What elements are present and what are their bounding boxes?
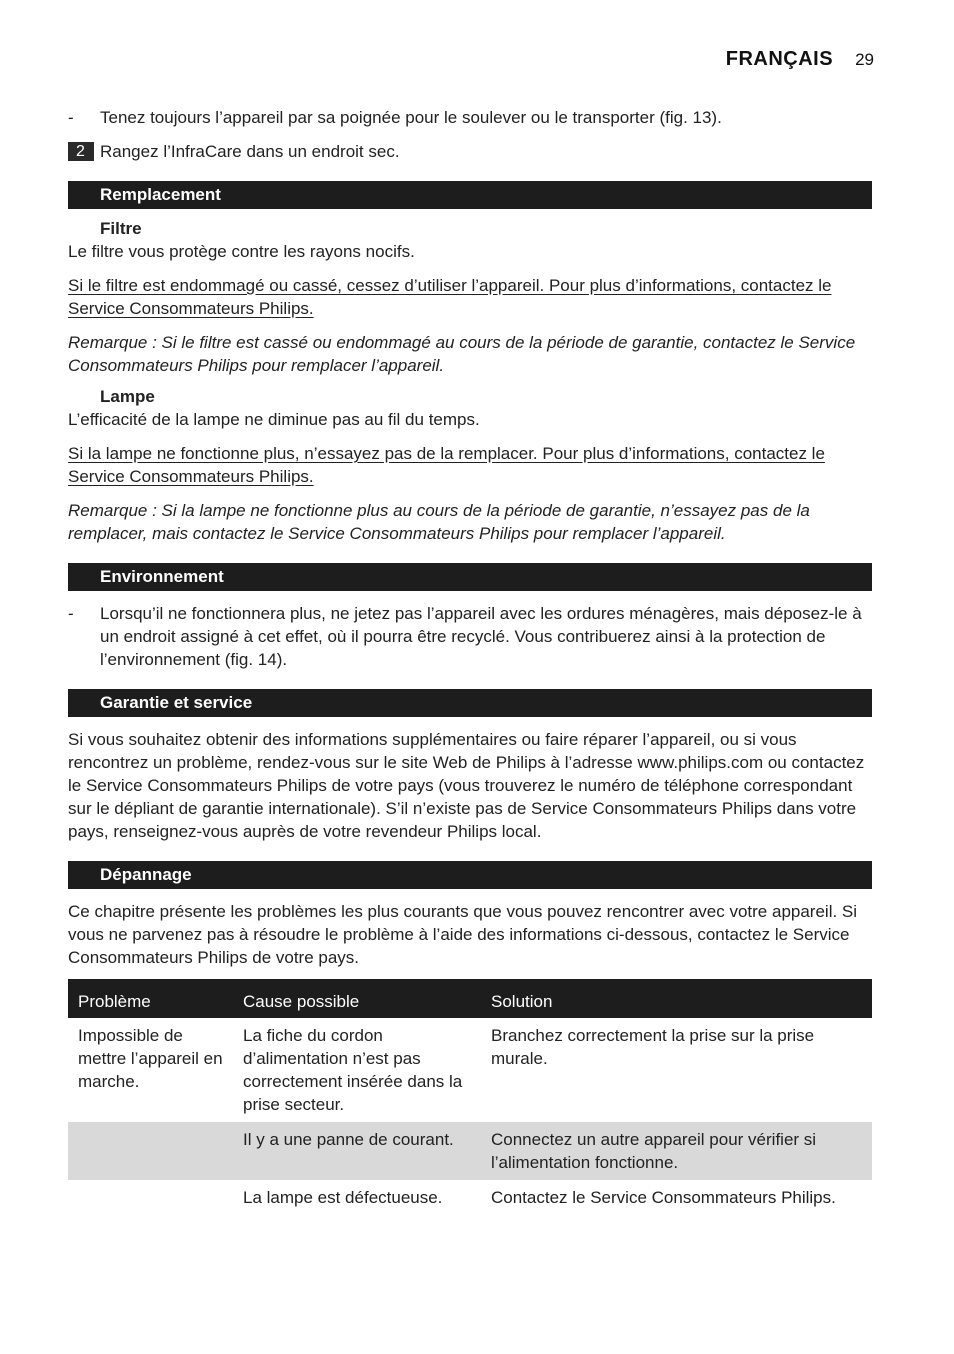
subheading-lampe: Lampe [100, 387, 155, 406]
table-row [68, 1018, 872, 1122]
page-content [68, 106, 872, 1215]
section-environnement: Environnement [68, 563, 872, 591]
step-text: Rangez l’InfraCare dans un endroit sec. [100, 142, 400, 161]
table-cell: Il y a une panne de courant. [233, 1122, 481, 1180]
garantie-text: Si vous souhaitez obtenir des informations supplémentaires ou faire réparer l’appareil, ou si vous rencontrez un problème, rendez-vous sur le site Web de Philips à l’adresse www.philips.com ou contactez le Service Consommateurs Philips de votre pays (vous trouverez le numéro de téléphone correspondant sur le dépliant de garantie internationale). S’il n’existe pas de Service Consommateurs Philips dans votre pays, renseignez-vous auprès de votre revendeur Philips local. [68, 730, 865, 841]
intro-bullet [68, 106, 872, 129]
environnement-bullet [68, 602, 872, 671]
page-header [726, 48, 874, 71]
lampe-warning: Si la lampe ne fonctionne plus, n’essayez pas de la remplacer. Pour plus d’informations, contactez le Service Consommateurs Philips. [68, 444, 825, 486]
filtre-description: Le filtre vous protège contre les rayons nocifs. [68, 242, 415, 261]
language-label: FRANÇAIS [725, 48, 834, 70]
column-header-solution: Solution [481, 979, 872, 1018]
table-cell: La lampe est défectueuse. [243, 1188, 443, 1207]
table-cell: Impossible de mettre l’appareil en marche. [78, 1026, 223, 1091]
column-header-probleme: Problème [68, 979, 233, 1018]
bullet-dash: - [68, 108, 74, 127]
column-header-cause: Cause possible [233, 979, 481, 1018]
page-number: 29 [855, 50, 874, 69]
section-remplacement: Remplacement [68, 181, 872, 209]
subheading-filtre: Filtre [100, 219, 142, 238]
table-row [68, 1180, 872, 1215]
table-cell: Contactez le Service Consommateurs Philips. [491, 1188, 836, 1207]
troubleshooting-table [68, 979, 872, 1215]
table-cell [68, 1122, 233, 1180]
step-2 [68, 140, 872, 163]
table-cell: Connectez un autre appareil pour vérifier si l’alimentation fonctionne. [481, 1122, 872, 1180]
bullet-dash: - [68, 604, 74, 623]
lampe-note: Remarque : Si la lampe ne fonctionne plus au cours de la période de garantie, n’essayez pas de la remplacer, mais contactez le Service Consommateurs Philips pour remplacer l’appareil. [68, 501, 810, 543]
filtre-note: Remarque : Si le filtre est cassé ou endommagé au cours de la période de garantie, contactez le Service Consommateurs Philips pour remplacer l’appareil. [68, 333, 856, 375]
lampe-description: L’efficacité de la lampe ne diminue pas au fil du temps. [68, 410, 480, 429]
table-cell [68, 1180, 233, 1215]
table-header-row [68, 979, 872, 1018]
bullet-text: Lorsqu’il ne fonctionnera plus, ne jetez pas l’appareil avec les ordures ménagères, mais déposez-le à un endroit assigné à cet effet, où il pourra être recyclé. Vous contribuerez ainsi à la protection de l’environnement (fig. 14). [100, 604, 862, 669]
section-garantie: Garantie et service [68, 689, 872, 717]
table-cell: La fiche du cordon d’alimentation n’est pas correctement insérée dans la prise secteur. [243, 1026, 463, 1114]
filtre-warning: Si le filtre est endommagé ou cassé, cessez d’utiliser l’appareil. Pour plus d’informations, contactez le Service Consommateurs Philips. [68, 276, 832, 318]
table-cell: Branchez correctement la prise sur la prise murale. [491, 1026, 815, 1068]
table-row [68, 1122, 872, 1180]
depannage-intro: Ce chapitre présente les problèmes les plus courants que vous pouvez rencontrer avec votre appareil. Si vous ne parvenez pas à résoudre le problème à l’aide des informations ci-dessous, contactez le Service Consommateurs Philips de votre pays. [68, 902, 858, 967]
section-depannage: Dépannage [68, 861, 872, 889]
step-number: 2 [68, 142, 94, 161]
bullet-text: Tenez toujours l’appareil par sa poignée pour le soulever ou le transporter (fig. 13). [100, 108, 722, 127]
